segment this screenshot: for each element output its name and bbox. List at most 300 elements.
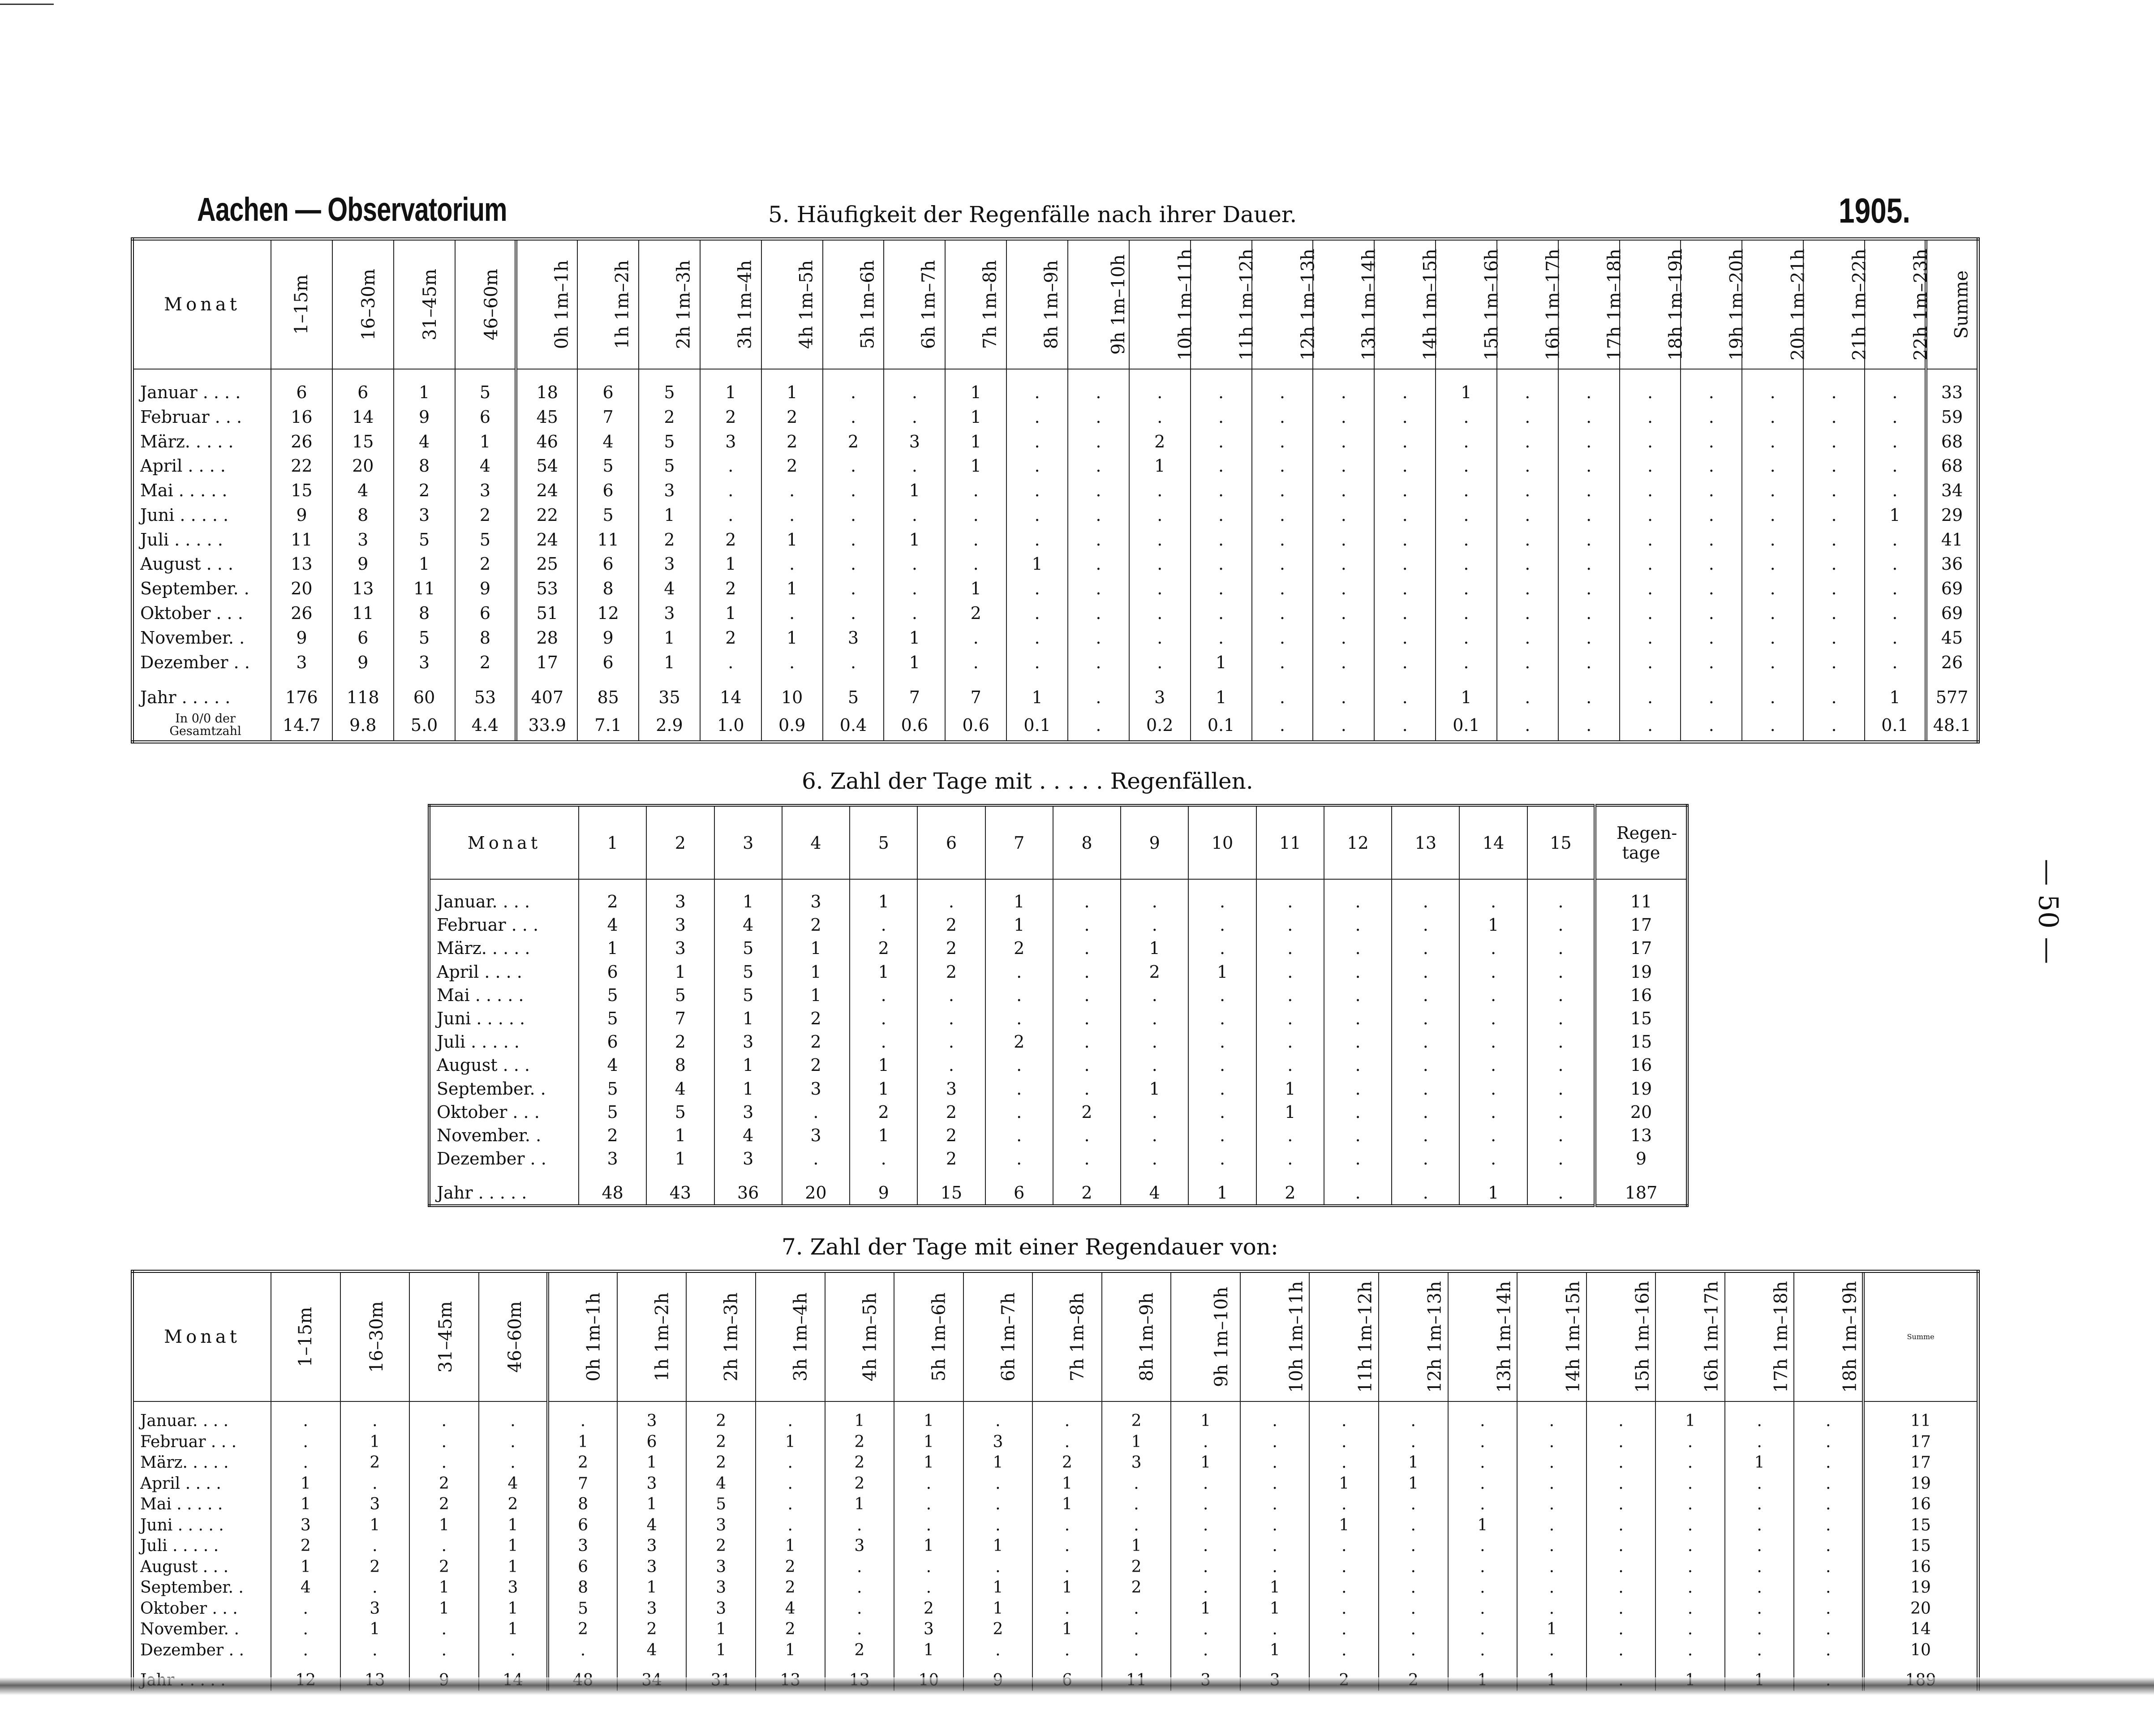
table-cell: . [1527, 937, 1595, 960]
table-cell: . [1517, 1536, 1586, 1556]
table-cell: 1 [1032, 1577, 1102, 1598]
table-cell: . [1053, 1147, 1121, 1170]
table-cell: 1 [963, 1598, 1033, 1619]
table-cell: . [1586, 1452, 1656, 1473]
table-cell: 1 [825, 1494, 894, 1515]
table-cell: . [1497, 404, 1558, 429]
table-cell: . [884, 576, 945, 601]
column-header [761, 239, 823, 369]
table-cell: 20 [782, 1181, 850, 1206]
table-cell: . [917, 1007, 985, 1030]
table-cell: . [1379, 1536, 1448, 1556]
table-cell: . [782, 1100, 850, 1124]
table-cell: . [1309, 1640, 1379, 1660]
column-header-label: 6h 1m–7h [997, 1292, 1019, 1382]
table-cell: . [1379, 1619, 1448, 1640]
table-cell: 2 [409, 1556, 479, 1577]
table-cell: . [1256, 937, 1324, 960]
table-cell: . [1517, 1432, 1586, 1452]
table-cell: . [850, 913, 917, 937]
column-header-label: 1–15m [291, 274, 312, 335]
table-cell: . [1517, 1411, 1586, 1431]
column-header [756, 1272, 825, 1401]
table-cell: 17 [516, 650, 577, 675]
row-label: November. . [140, 1620, 239, 1639]
row-label: In 0/0 der Gesamtzahl [169, 711, 241, 738]
table-cell: 3 [340, 1598, 410, 1619]
table-row [429, 890, 1687, 913]
table-cell: 1 [700, 380, 761, 405]
table-cell: 5 [714, 984, 782, 1007]
column-header [1121, 805, 1188, 879]
table-cell: 2 [756, 1577, 825, 1598]
column-header-label: 3h 1m–4h [735, 260, 756, 349]
table-cell: . [1803, 478, 1865, 503]
column-header-label: 31–45m [419, 268, 440, 340]
table-cell: 3 [714, 1100, 782, 1124]
table-cell: . [1032, 1598, 1102, 1619]
table-cell: 6 [617, 1432, 687, 1452]
table-cell: 8 [394, 454, 455, 478]
table-cell: 3 [823, 625, 884, 650]
table-cell: . [1865, 527, 1926, 552]
table-cell: 2 [1256, 1181, 1324, 1206]
table-cell: 2 [825, 1452, 894, 1473]
column-header [1392, 805, 1459, 879]
table-cell: 1 [1517, 1619, 1586, 1640]
column-header-label: 5h 1m–6h [929, 1292, 950, 1382]
table-cell: . [1324, 1007, 1392, 1030]
table-cell: 1 [1032, 1619, 1102, 1640]
table-cell: . [1448, 1452, 1518, 1473]
table-cell: 1 [1256, 1077, 1324, 1100]
table-cell: 5 [714, 960, 782, 984]
table-cell: . [1053, 1077, 1121, 1100]
column-header [1436, 239, 1502, 369]
table-cell: . [1725, 1536, 1794, 1556]
table-cell: 46 [516, 429, 577, 454]
table-days-with-rain-duration [131, 1270, 1980, 1691]
table-cell: . [1188, 1100, 1256, 1124]
table-cell: 2 [1102, 1577, 1171, 1598]
table-cell: . [1129, 576, 1191, 601]
table-cell: . [1313, 429, 1374, 454]
table-cell: . [1188, 1077, 1256, 1100]
table-cell: 19 [1595, 960, 1687, 984]
table-cell: 43 [646, 1181, 714, 1206]
table7-title: 7. Zahl der Tage mit einer Regendauer von: [782, 1234, 1278, 1260]
table-cell: 1 [548, 1432, 617, 1452]
table-cell: . [1171, 1619, 1240, 1640]
table-cell: 4 [579, 1053, 646, 1077]
table-cell: . [761, 478, 823, 503]
table-row [133, 1494, 1978, 1515]
column-header [1171, 1272, 1240, 1401]
table-cell: . [1102, 1619, 1171, 1640]
table-cell: . [409, 1411, 479, 1431]
table-cell: 1 [894, 1432, 963, 1452]
column-header-label: 22h 1m–23h [1910, 249, 1931, 361]
table-cell: 1 [761, 576, 823, 601]
table-cell: . [1681, 552, 1742, 576]
table-cell: 1 [1129, 454, 1191, 478]
table-cell: . [1497, 454, 1558, 478]
table-cell: . [1725, 1474, 1794, 1494]
column-header [1926, 239, 1978, 369]
column-header-label: 9h 1m–10h [1108, 254, 1129, 355]
table-cell: . [1324, 1053, 1392, 1077]
table-cell: 1 [1459, 1181, 1527, 1206]
table-cell: . [1252, 380, 1313, 405]
table-cell: . [1032, 1640, 1102, 1660]
table-cell: . [1006, 454, 1068, 478]
table-cell: . [1517, 1556, 1586, 1577]
table-cell: 1 [1191, 650, 1252, 675]
table-cell: . [1586, 1619, 1656, 1640]
table-cell: . [1436, 576, 1497, 601]
table-cell: 5 [714, 937, 782, 960]
table-cell: . [1121, 890, 1188, 913]
table-cell: 6 [548, 1515, 617, 1536]
column-header-label: 15h 1m–16h [1632, 1281, 1653, 1393]
table-cell: 24 [516, 527, 577, 552]
column-header [1681, 239, 1748, 369]
table-cell: 1 [617, 1577, 687, 1598]
table-cell: 2 [686, 1432, 756, 1452]
table-cell: 3 [617, 1536, 687, 1556]
table-cell: 3 [394, 503, 455, 528]
table-cell: 1 [639, 503, 700, 528]
table-cell: . [1068, 650, 1129, 675]
table-cell: 3 [782, 1077, 850, 1100]
column-header [686, 1272, 756, 1401]
table-cell: . [1129, 380, 1191, 405]
table-cell: . [1803, 710, 1865, 742]
table-cell: . [1620, 527, 1681, 552]
table-cell: . [1188, 890, 1256, 913]
table-cell: 1 [1865, 503, 1926, 528]
table-cell: . [1742, 503, 1803, 528]
table-cell: . [884, 454, 945, 478]
table-cell: . [1497, 429, 1558, 454]
column-header [700, 239, 761, 369]
table-cell: 26 [271, 601, 332, 626]
table-cell: . [1725, 1494, 1794, 1515]
table-cell: . [1129, 650, 1191, 675]
table-cell: . [1681, 601, 1742, 626]
column-header [782, 805, 850, 879]
table-cell: . [1068, 527, 1129, 552]
table-cell: . [1436, 503, 1497, 528]
table-cell: 15 [271, 478, 332, 503]
table-cell: . [1527, 1100, 1595, 1124]
table-cell: 407 [516, 685, 577, 710]
table-cell: . [1803, 601, 1865, 626]
table-cell: . [1794, 1452, 1863, 1473]
table-row [133, 1598, 1978, 1619]
column-header [516, 239, 577, 369]
row-label: Juli . . . . . [437, 1032, 520, 1052]
table-cell: 16 [271, 404, 332, 429]
table-cell: 3 [1129, 685, 1191, 710]
table-row [133, 503, 1978, 528]
row-label: Februar . . . [437, 915, 539, 935]
table-cell: 45 [516, 404, 577, 429]
table-cell: 1 [756, 1536, 825, 1556]
table-cell: . [1392, 1007, 1459, 1030]
table-cell: . [1392, 1077, 1459, 1100]
row-label: Oktober . . . [140, 603, 243, 623]
table-cell: . [1374, 429, 1436, 454]
table-cell: . [1171, 1494, 1240, 1515]
table-row [133, 404, 1978, 429]
table-cell: . [825, 1577, 894, 1598]
table-cell: . [1586, 1411, 1656, 1431]
table-cell: . [963, 1474, 1033, 1494]
table-row [429, 1100, 1687, 1124]
table-cell: 7 [577, 404, 639, 429]
table-cell: 5 [577, 454, 639, 478]
table-cell: 3 [394, 650, 455, 675]
table-cell: 20 [332, 454, 394, 478]
table-cell: . [1865, 601, 1926, 626]
table-cell: . [1309, 1432, 1379, 1452]
table-cell: . [1171, 1640, 1240, 1660]
table-cell: . [1256, 960, 1324, 984]
table-cell: . [1620, 454, 1681, 478]
table-cell: . [1497, 601, 1558, 626]
table-cell: . [1191, 380, 1252, 405]
table-cell: . [963, 1411, 1033, 1431]
table-cell: . [1188, 1007, 1256, 1030]
table-cell: . [1436, 601, 1497, 626]
table-cell: . [1309, 1452, 1379, 1473]
table-cell: 8 [577, 576, 639, 601]
row-label: Januar. . . . [437, 891, 530, 911]
table-cell: 4 [577, 429, 639, 454]
table-cell: . [1517, 1515, 1586, 1536]
column-header [1595, 805, 1687, 879]
table-cell: . [1620, 601, 1681, 626]
table-cell: 2 [917, 1147, 985, 1170]
table-cell: . [409, 1452, 479, 1473]
table-cell: 2 [945, 601, 1006, 626]
table-cell: 53 [455, 685, 516, 710]
table-cell: . [1324, 1181, 1392, 1206]
table-cell: . [1436, 625, 1497, 650]
table-cell: 1 [945, 576, 1006, 601]
column-header-label: 11h 1m–12h [1355, 1281, 1376, 1393]
table-cell: 1 [963, 1452, 1033, 1473]
table-cell: . [1006, 601, 1068, 626]
column-header [1794, 1272, 1863, 1401]
table-cell: 1 [1171, 1452, 1240, 1473]
table-cell: . [1681, 650, 1742, 675]
table-cell: 1 [1725, 1452, 1794, 1473]
column-header [1252, 239, 1319, 369]
table-cell: . [1374, 454, 1436, 478]
row-label: März. . . . . [140, 431, 234, 451]
table-cell: . [1240, 1619, 1310, 1640]
column-header-label: 16–30m [358, 268, 379, 340]
table-cell: 53 [516, 576, 577, 601]
table-cell: 3 [332, 527, 394, 552]
table-cell: . [1121, 1100, 1188, 1124]
table-cell: . [1053, 1030, 1121, 1053]
table-cell: 2 [646, 1030, 714, 1053]
table-cell: 14 [1863, 1619, 1978, 1640]
table-cell: 17 [1595, 937, 1687, 960]
table-cell: 5 [455, 527, 516, 552]
table-cell: . [1053, 1124, 1121, 1147]
column-header [1313, 239, 1380, 369]
table-cell: . [1586, 1640, 1656, 1660]
table-cell: . [1171, 1556, 1240, 1577]
year-label: 1905. [1839, 191, 1911, 230]
table-cell: 2 [850, 1100, 917, 1124]
table-cell: . [1379, 1577, 1448, 1598]
table-cell: . [1517, 1474, 1586, 1494]
table-cell: . [1191, 454, 1252, 478]
table-cell: . [1558, 650, 1620, 675]
table-cell: . [1586, 1577, 1656, 1598]
table-cell: . [1309, 1411, 1379, 1431]
table-cell: . [1620, 650, 1681, 675]
table-cell: 4 [271, 1577, 340, 1598]
table-cell: 11 [271, 527, 332, 552]
table-cell: . [1655, 1577, 1725, 1598]
table-cell: 1 [1379, 1474, 1448, 1494]
table-cell: 1 [756, 1432, 825, 1452]
table-cell: . [1448, 1411, 1518, 1431]
table-cell: 3 [884, 429, 945, 454]
table-cell: 2 [823, 429, 884, 454]
table-cell: 2 [340, 1452, 410, 1473]
table-cell: . [271, 1411, 340, 1431]
table-cell: 1 [1188, 960, 1256, 984]
table-cell: . [1803, 503, 1865, 528]
table-cell: . [1620, 478, 1681, 503]
table-cell: . [963, 1556, 1033, 1577]
column-header-label: 10h 1m–11h [1175, 249, 1196, 361]
table-cell: . [823, 552, 884, 576]
table5-title: 5. Häufigkeit der Regenfälle nach ihrer Dauer. [768, 202, 1297, 228]
table-cell: 33 [1926, 380, 1978, 405]
column-header-label: 14 [1482, 833, 1505, 853]
table-cell: 2 [825, 1432, 894, 1452]
table-row [429, 1077, 1687, 1100]
table-cell: . [1252, 527, 1313, 552]
table-cell: . [340, 1536, 410, 1556]
table-cell: . [945, 650, 1006, 675]
table-cell: . [1527, 1077, 1595, 1100]
table-cell: . [1188, 1030, 1256, 1053]
table-cell: . [1527, 1007, 1595, 1030]
table-cell: 9 [271, 503, 332, 528]
column-header [340, 1272, 410, 1401]
table-cell: 1 [850, 1053, 917, 1077]
table-cell: 1 [1006, 552, 1068, 576]
table-cell: . [1586, 1474, 1656, 1494]
table-cell: . [1497, 527, 1558, 552]
table-cell: . [1865, 552, 1926, 576]
table-cell: . [917, 984, 985, 1007]
table-cell: 2 [825, 1640, 894, 1660]
table-cell: . [700, 503, 761, 528]
table-cell: . [1191, 601, 1252, 626]
table-cell: . [1256, 1124, 1324, 1147]
column-header [617, 1272, 687, 1401]
table-cell: 4 [1121, 1181, 1188, 1206]
table-cell: . [1374, 380, 1436, 405]
table-cell: . [1742, 527, 1803, 552]
row-label: Juli . . . . . [140, 529, 223, 550]
table-cell: . [985, 1147, 1053, 1170]
table-cell: . [1379, 1515, 1448, 1536]
table-cell: 5 [579, 984, 646, 1007]
table-cell: . [894, 1556, 963, 1577]
table-cell: . [1620, 380, 1681, 405]
column-header-label: 3 [743, 833, 754, 853]
table-cell: . [761, 650, 823, 675]
column-header-label: 3h 1m–4h [790, 1292, 811, 1382]
row-label: Januar. . . . [140, 1412, 229, 1431]
table-cell: 25 [516, 552, 577, 576]
column-header-label: 10 [1211, 833, 1234, 853]
column-header [579, 805, 646, 879]
column-header [639, 239, 700, 369]
table-cell: 2 [894, 1598, 963, 1619]
table-cell: . [1313, 650, 1374, 675]
table-cell: 4 [479, 1474, 548, 1494]
table-cell: 3 [686, 1556, 756, 1577]
table-cell: 6 [577, 380, 639, 405]
table-cell: . [985, 1100, 1053, 1124]
table-cell: . [1188, 913, 1256, 937]
table-cell: . [1191, 478, 1252, 503]
table-cell: 85 [577, 685, 639, 710]
table-cell: . [1324, 1030, 1392, 1053]
table-cell: . [1313, 478, 1374, 503]
table-cell: . [1102, 1515, 1171, 1536]
table-cell: . [1252, 552, 1313, 576]
table-cell: 3 [714, 1147, 782, 1170]
column-header-label: 2h 1m–3h [721, 1292, 742, 1382]
table-cell: . [1803, 380, 1865, 405]
table-cell: 2 [455, 552, 516, 576]
table-cell: . [1256, 984, 1324, 1007]
table-row [133, 576, 1978, 601]
table-cell: 4.4 [455, 710, 516, 742]
table-cell: . [1725, 1411, 1794, 1431]
table-cell: 8 [332, 503, 394, 528]
column-header [1068, 239, 1129, 369]
table-cell: . [340, 1640, 410, 1660]
table-row [429, 1147, 1687, 1170]
column-header [1725, 1272, 1794, 1401]
table-row [133, 650, 1978, 675]
table-cell: 1 [714, 890, 782, 913]
table-cell: . [1392, 1100, 1459, 1124]
table-cell: . [1459, 1030, 1527, 1053]
table-cell: 2 [1053, 1100, 1121, 1124]
table-cell: 4 [714, 913, 782, 937]
table-cell: . [1497, 380, 1558, 405]
table-cell: . [1527, 960, 1595, 984]
table-cell: . [1006, 429, 1068, 454]
column-header-label: 16h 1m–17h [1701, 1281, 1722, 1393]
table-cell: 1 [617, 1452, 687, 1473]
